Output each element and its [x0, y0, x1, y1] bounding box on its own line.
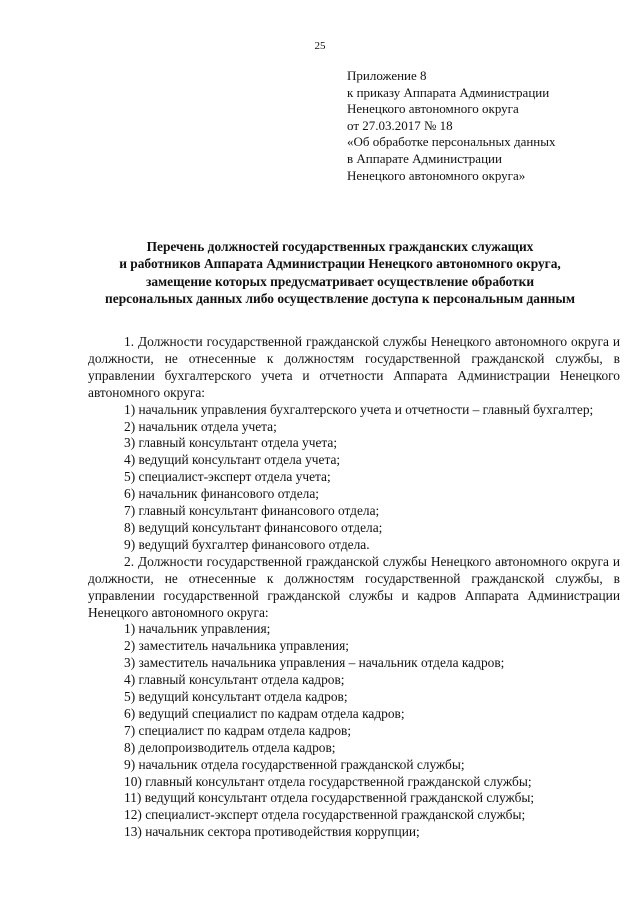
appendix-line: Ненецкого автономного округа» — [347, 167, 526, 183]
list-item: 7) специалист по кадрам отдела кадров; — [124, 722, 352, 738]
list-item: 12) специалист-эксперт отдела государственной гражданской службы; — [124, 807, 526, 823]
list-item: 8) делопроизводитель отдела кадров; — [124, 739, 336, 755]
document-title — [60, 238, 620, 308]
appendix-line: от 27.03.2017 № 18 — [347, 117, 453, 133]
appendix-line: в Аппарате Администрации — [347, 150, 502, 166]
list-item: 9) начальник отдела государственной гражданской службы; — [124, 756, 465, 772]
list-item: 8) ведущий консультант финансового отдела; — [124, 519, 383, 535]
list-item: 4) ведущий консультант отдела учета; — [124, 452, 341, 468]
list-item: 13) начальник сектора противодействия коррупции; — [124, 824, 420, 840]
list-item: 2) заместитель начальника управления; — [124, 638, 349, 654]
title-line: Перечень должностей государственных гражданских служащих — [146, 239, 534, 254]
list-item: 2) начальник отдела учета; — [124, 418, 277, 434]
list-item: 5) специалист-эксперт отдела учета; — [124, 469, 331, 485]
document-body — [88, 334, 620, 841]
list-item: 1) начальник управления бухгалтерского учета и отчетности – главный бухгалтер; — [124, 401, 594, 417]
list-item: 4) главный консультант отдела кадров; — [124, 672, 345, 688]
section-intro: 2. Должности государственной гражданской службы Ненецкого автономного округа и должности, не отнесенные к должностям государственной гражданской службы, в управлении государственной гражданской службы и кадров Аппарата Администрации Ненецкого автономного округа: — [88, 553, 620, 620]
appendix-line: Приложение 8 — [347, 68, 427, 83]
list-item: 3) заместитель начальника управления – начальник отдела кадров; — [124, 655, 505, 671]
title-line: и работников Аппарата Администрации Ненецкого автономного округа, — [119, 256, 561, 272]
list-item: 6) ведущий специалист по кадрам отдела кадров; — [124, 705, 405, 721]
appendix-header — [347, 68, 627, 184]
title-line: персональных данных либо осуществление доступа к персональным данным — [105, 291, 575, 307]
list-item: 5) ведущий консультант отдела кадров; — [124, 689, 348, 705]
list-item: 7) главный консультант финансового отдела; — [124, 503, 380, 519]
list-item: 3) главный консультант отдела учета; — [124, 435, 338, 451]
appendix-line: Ненецкого автономного округа — [347, 101, 519, 117]
page-number: 25 — [314, 40, 326, 52]
list-item: 9) ведущий бухгалтер финансового отдела. — [124, 536, 370, 552]
list-item: 11) ведущий консультант отдела государственной гражданской службы; — [124, 790, 535, 806]
list-item: 6) начальник финансового отдела; — [124, 486, 320, 502]
title-line: замещение которых предусматривает осуществление обработки — [145, 273, 535, 289]
appendix-line: к приказу Аппарата Администрации — [347, 84, 550, 100]
section-intro: 1. Должности государственной гражданской службы Ненецкого автономного округа и должности, не отнесенные к должностям государственной гражданской службы, в управлении бухгалтерского учета и отчетности Аппарата Администрации Ненецкого автономного округа: — [88, 334, 620, 400]
list-item: 1) начальник управления; — [124, 621, 271, 637]
appendix-line: «Об обработке персональных данных — [347, 134, 556, 150]
list-item: 10) главный консультант отдела государственной гражданской службы; — [124, 773, 532, 789]
